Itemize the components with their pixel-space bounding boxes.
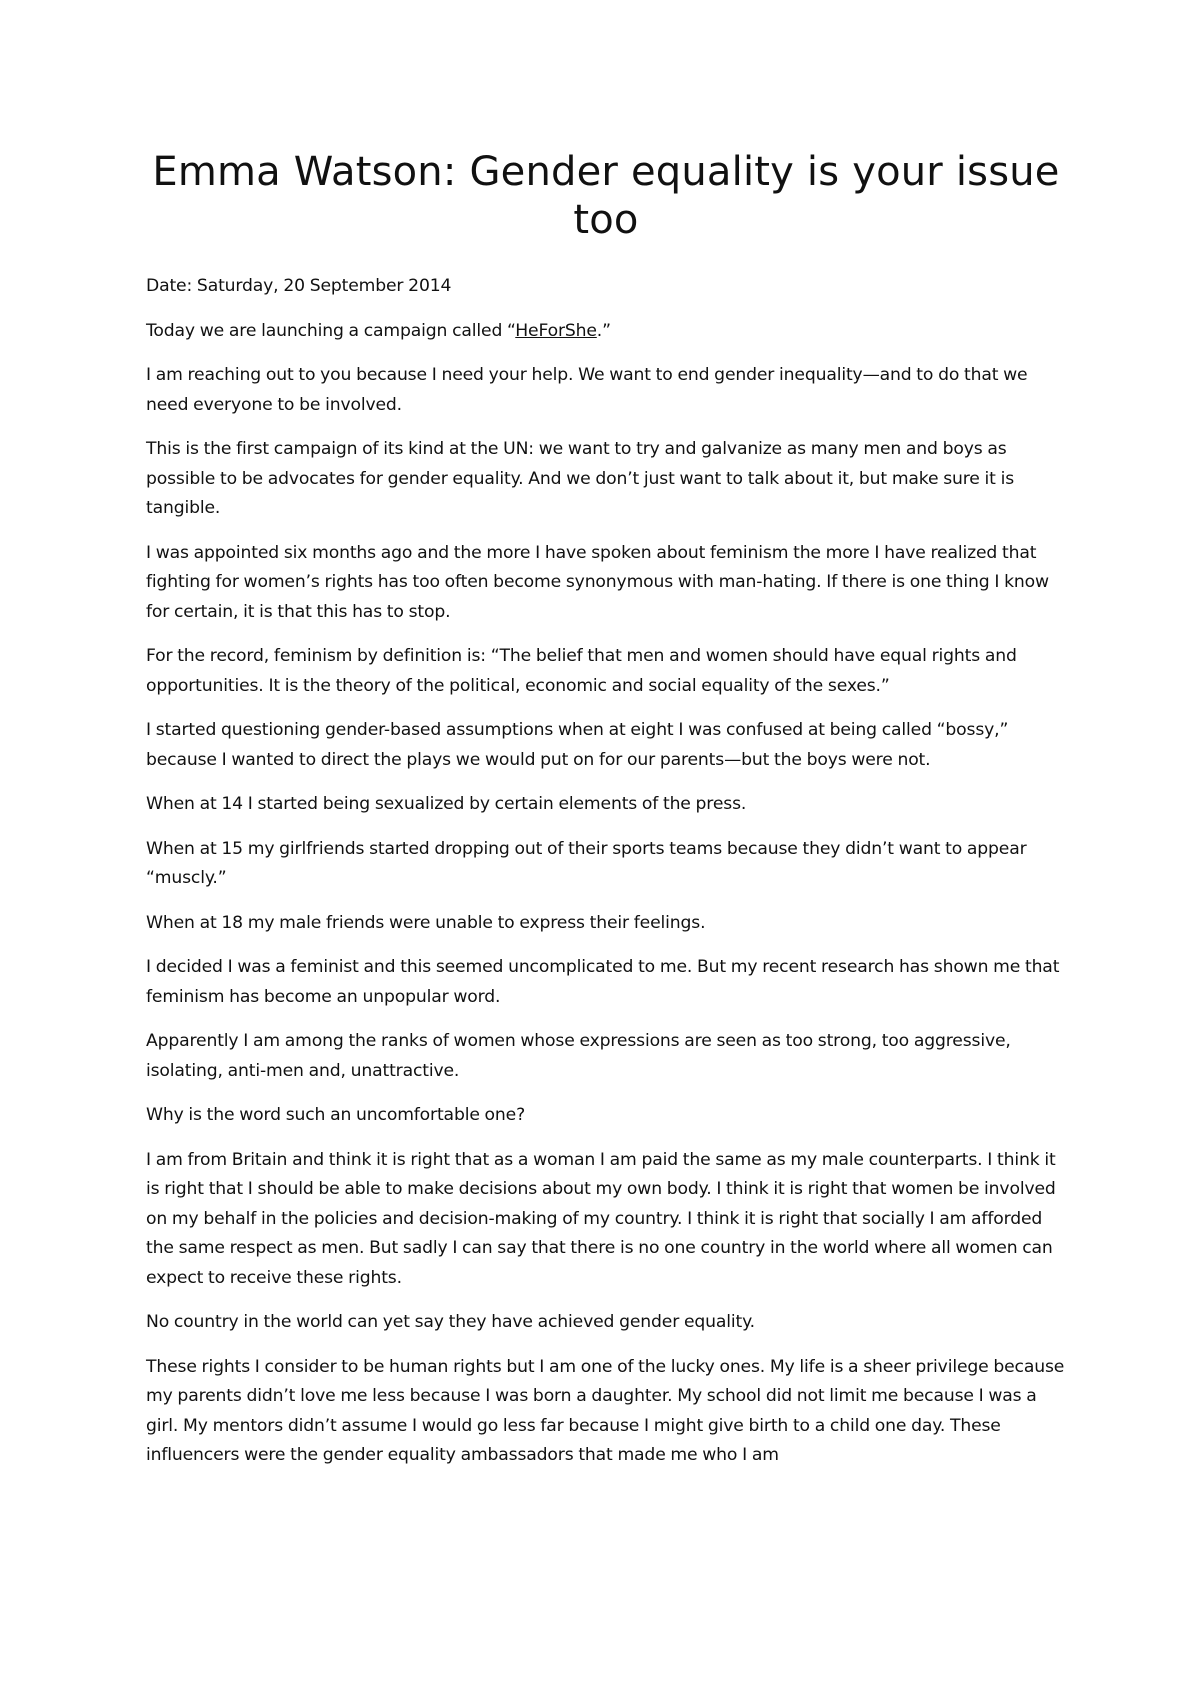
paragraph: Apparently I am among the ranks of women whose expressions are seen as too strong, too aggressive, isolating, anti-men and, unattractive.: [146, 1031, 1011, 1081]
paragraph: When at 18 my male friends were unable to express their feelings.: [146, 912, 706, 933]
paragraph: I was appointed six months ago and the more I have spoken about feminism the more I have realized that fighting for women’s rights has too often become synonymous with man-hating. If there is one thing I know for certain, it is that this has to stop.: [146, 542, 1049, 622]
heforshe-link[interactable]: HeForShe: [515, 320, 597, 341]
paragraph: When at 15 my girlfriends started dropping out of their sports teams because they didn’t want to appear “muscly.”: [146, 838, 1027, 888]
date-line: Date: Saturday, 20 September 2014: [146, 276, 452, 296]
paragraph: For the record, feminism by definition is: “The belief that men and women should have equal rights and opportunities. It is the theory of the political, economic and social equality of the sexes.”: [146, 646, 1017, 696]
paragraph: I am reaching out to you because I need your help. We want to end gender inequality—and to do that we need everyone to be involved.: [146, 365, 1028, 415]
paragraph: These rights I consider to be human rights but I am one of the lucky ones. My life is a sheer privilege because my parents didn’t love me less because I was born a daughter. My school did not limit me because I was a girl. My mentors didn’t assume I would go less far because I might give birth to a child one day. These influencers were the gender equality ambassadors that made me who I am: [146, 1356, 1065, 1465]
campaign-line: [146, 317, 1066, 347]
paragraph: I started questioning gender-based assumptions when at eight I was confused at being called “bossy,” because I wanted to direct the plays we would put on for our parents—but the boys were not.: [146, 720, 1009, 770]
paragraph: No country in the world can yet say they have achieved gender equality.: [146, 1312, 755, 1332]
document-body: [146, 148, 1066, 1486]
paragraph: I decided I was a feminist and this seemed uncomplicated to me. But my recent research has shown me that feminism has become an unpopular word.: [146, 957, 1060, 1007]
campaign-text-before: Today we are launching a campaign called “: [146, 320, 516, 341]
paragraph: This is the first campaign of its kind at the UN: we want to try and galvanize as many men and boys as possible to be advocates for gender equality. And we don’t just want to talk about it, but make sure it is tangible.: [146, 439, 1015, 518]
campaign-text-after: .”: [596, 320, 611, 341]
document-title: Emma Watson: Gender equality is your issue too: [152, 149, 1060, 243]
paragraph: I am from Britain and think it is right that as a woman I am paid the same as my male counterparts. I think it is right that I should be able to make decisions about my own body. I think it is right that women be involved on my behalf in the policies and decision-making of my country. I think it is right that socially I am afforded the same respect as men. But sadly I can say that there is no one country in the world where all women can expect to receive these rights.: [146, 1149, 1056, 1288]
paragraph: Why is the word such an uncomfortable one?: [146, 1105, 526, 1125]
paragraph: When at 14 I started being sexualized by certain elements of the press.: [146, 794, 747, 814]
